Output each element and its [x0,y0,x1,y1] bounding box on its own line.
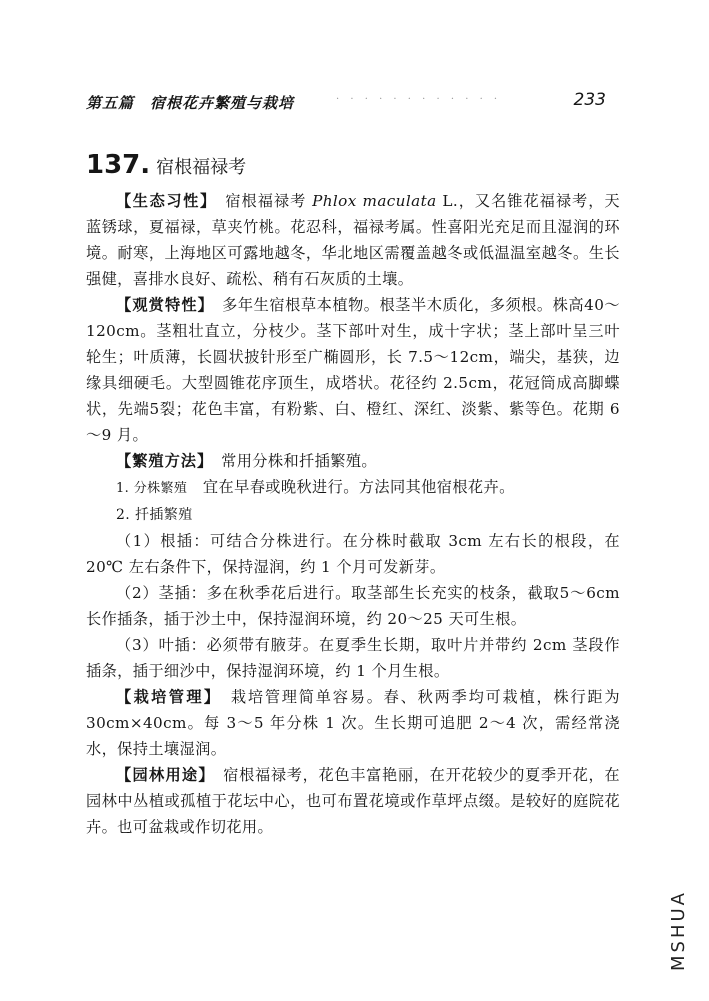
cultivation-text: 栽培管理简单容易。春、秋两季均可栽植，株行距为 30cm×40cm。每 3～5 年分株 1 次。生长期可追肥 2～4 次，需经常浇水，保持土壤湿润。 [86,688,620,758]
section-title: 宿根福禄考 [156,157,247,178]
chapter-title: 第五篇 宿根花卉繁殖与栽培 [86,94,295,112]
division-text: 宜在早春或晚秋进行。方法同其他宿根花卉。 [187,478,515,496]
body-text [86,188,620,840]
paragraph-ecology [86,188,620,292]
label-propagation: 【繁殖方法】 [116,452,206,470]
section-heading [86,150,246,180]
paragraph-leaf-cutting: （3）叶插：必须带有腋芽。在夏季生长期，取叶片并带约 2cm 茎段作插条，插于细沙中，保持湿润环境，约 1 个月生根。 [86,636,620,680]
label-ornamental: 【观赏特性】 [116,296,207,314]
label-landscape: 【园林用途】 [116,766,208,784]
paragraph-ornamental [86,292,620,448]
running-header [86,92,616,118]
label-cultivation: 【栽培管理】 [116,688,214,706]
paragraph-propagation [86,448,620,474]
paragraph-stem-cutting: （2）茎插：多在秋季花后进行。取茎部生长充实的枝条，截取5～6cm 长作插条，插于沙土中，保持湿润环境，约 20～25 天可生根。 [86,584,620,628]
paragraph-cultivation [86,684,620,762]
header-dots: · · · · · · · · · · · · [336,94,502,105]
paragraph-root-cutting: （1）根插：可结合分株进行。在分株时截取 3cm 左右长的根段，在 20℃ 左右条件下，保持湿润，约 1 个月可发新芽。 [86,532,620,576]
ecology-text-b: L.，又名锥花福禄考，天蓝锈球，夏福禄，草夹竹桃。花忍科，福禄考属。性喜阳光充足而且湿润的环境。耐寒，上海地区可露地越冬，华北地区需覆盖越冬或低温温室越冬。生长强健，喜排水良好、疏松、稍有石灰质的土壤。 [86,192,620,288]
paragraph-landscape [86,762,620,840]
section-number: 137. [86,150,151,180]
sub-heading-division: 1. 分株繁殖 [116,481,188,496]
page-number: 233 [573,90,606,110]
sub-heading-cutting: 2. 扦插繁殖 [116,507,193,523]
watermark-text: MSHUA [668,890,689,971]
ecology-text-a: 宿根福禄考 [209,192,313,210]
ornamental-text: 多年生宿根草本植物。根茎半木质化，多须根。株高40～120cm。茎粗壮直立，分枝少。茎下部叶对生，成十字状；茎上部叶呈三叶轮生；叶质薄，长圆状披针形至广椭圆形，长 7.5～12cm，端尖，基狭，边缘具细硬毛。大型圆锥花序顶生，成塔状。花径约 2.5cm，花冠筒成高脚蝶状，先端5裂；花色丰富，有粉紫、白、橙红、深红、淡紫、紫等色。花期 6～9 月。 [86,296,620,444]
paragraph-division [86,474,620,502]
propagation-text: 常用分株和扦插繁殖。 [205,452,377,470]
label-ecology: 【生态习性】 [116,192,210,210]
latin-name: Phlox maculata [312,192,437,210]
landscape-text: 宿根福禄考，花色丰富艳丽，在开花较少的夏季开花，在园林中丛植或孤植于花坛中心，也可布置花境或作草坪点缀。是较好的庭院花卉。也可盆栽或作切花用。 [86,766,620,836]
